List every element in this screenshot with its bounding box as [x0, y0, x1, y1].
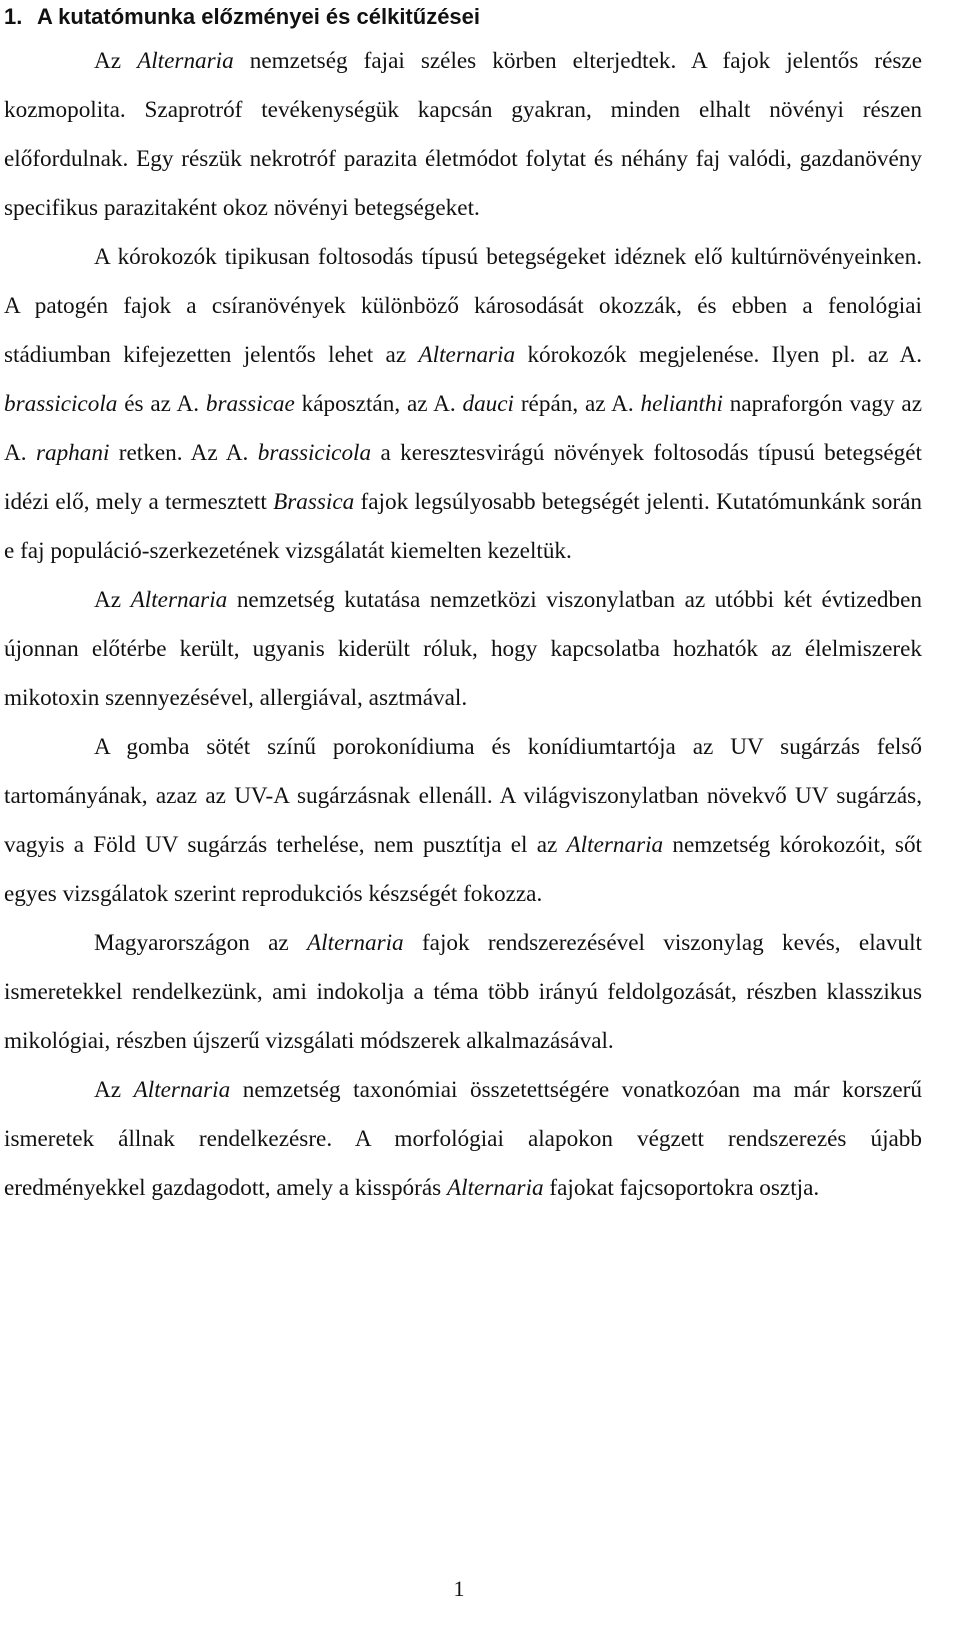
italic-term: Alternaria — [130, 587, 228, 613]
text-run: Az — [94, 48, 138, 74]
text-run: fajok rendszerezésével viszonylag kevés, elavult ismeretekkel rendelkezünk, ami indokolja a téma több irányú feldolgozását, részben klasszikus mikológiai, részben újszerű vizsgálati módszerek alkalmazásával. — [4, 930, 922, 1054]
section-title: A kutatómunka előzményei és célkitűzései — [37, 4, 481, 29]
text-run: Az — [94, 587, 131, 613]
section-number: 1. — [4, 4, 23, 29]
italic-term: dauci — [462, 391, 514, 417]
italic-term: brassicicola — [4, 391, 118, 417]
paragraph — [4, 919, 922, 1066]
italic-term: Alternaria — [133, 1077, 231, 1103]
text-run: A kórokozók tipikusan foltosodás típusú betegségeket idéznek elő kultúrnövényeinken. A patogén fajok a csíranövények különböző károsodását okozzák, és ebben a fenológiai stádiumban kifejezetten jelentős lehet az — [4, 244, 922, 368]
italic-term: raphani — [35, 440, 110, 466]
text-run: és az A. — [117, 391, 206, 417]
text-run: fajokat fajcsoportokra osztja. — [543, 1175, 820, 1201]
text-run: Magyarországon az — [94, 930, 308, 956]
text-run: fajok legsúlyosabb betegségét jelenti. Kutatómunkánk során e faj populáció-szerkezetének vizsgálatát kiemelten kezeltük. — [4, 489, 922, 564]
body-text — [4, 37, 922, 1213]
italic-term: brassicae — [205, 391, 295, 417]
italic-term: Alternaria — [137, 48, 234, 74]
italic-term: Alternaria — [418, 342, 516, 368]
italic-term: Alternaria — [307, 930, 404, 956]
paragraph — [4, 233, 922, 576]
italic-term: Brassica — [273, 489, 355, 515]
italic-term: brassicicola — [257, 440, 372, 466]
text-run: napraforgón vagy az A. — [4, 391, 922, 466]
paragraph — [4, 1066, 922, 1213]
italic-term: Alternaria — [566, 832, 664, 858]
section-heading — [4, 0, 922, 33]
paragraph — [4, 37, 922, 233]
document-page — [4, 0, 922, 1213]
text-run: retken. Az A. — [109, 440, 258, 466]
text-run: káposztán, az A. — [294, 391, 463, 417]
text-run: Az — [94, 1077, 134, 1103]
text-run: répán, az A. — [514, 391, 641, 417]
text-run: nemzetség kutatása nemzetközi viszonylatban az utóbbi két évtizedben újonnan előtérbe került, ugyanis kiderült róluk, hogy kapcsolatba hozhatók az élelmiszerek mikotoxin szennyezésével, allergiával, asztmával. — [4, 587, 922, 711]
page-number: 1 — [453, 1576, 465, 1601]
paragraph — [4, 576, 922, 723]
text-run: nemzetség fajai széles körben elterjedtek. A fajok jelentős része kozmopolita. Szaprotróf tevékenységük kapcsán gyakran, minden elhalt növényi részen előfordulnak. Egy részük nekrotróf parazita életmódot folytat és néhány faj valódi, gazdanövény specifikus parazitaként okoz növényi betegségeket. — [4, 48, 922, 221]
text-run: kórokozók megjelenése. Ilyen pl. az A. — [515, 342, 922, 368]
text-run: a keresztesvirágú növények foltosodás típusú betegségét idézi elő, mely a termesztett — [4, 440, 922, 515]
paragraph — [4, 723, 922, 919]
text-run: A gomba sötét színű porokonídiuma és konídiumtartója az UV sugárzás felső tartományának, azaz az UV-A sugárzásnak ellenáll. A világviszonylatban növekvő UV sugárzás, vagyis a Föld UV sugárzás terhelése, nem pusztítja el az — [4, 734, 922, 858]
italic-term: helianthi — [640, 391, 723, 417]
text-run: nemzetség taxonómiai összetettségére vonatkozóan ma már korszerű ismeretek állnak rendelkezésre. A morfológiai alapokon végzett rendszerezés újabb eredményekkel gazdagodott, amely a kisspórás — [4, 1077, 922, 1201]
text-run: nemzetség kórokozóit, sőt egyes vizsgálatok szerint reprodukciós készségét fokozza. — [4, 832, 922, 907]
italic-term: Alternaria — [447, 1175, 544, 1201]
